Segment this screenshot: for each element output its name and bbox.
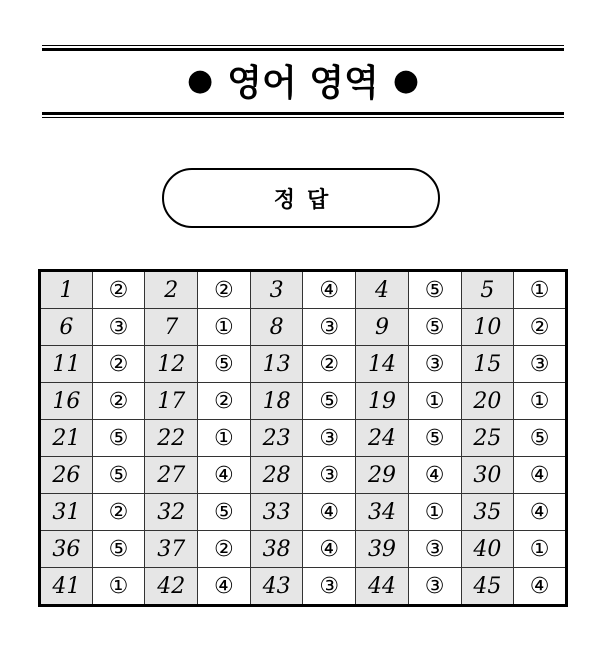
question-number: 4 (356, 271, 409, 309)
answer-choice: ① (198, 420, 251, 457)
table-row (40, 271, 567, 309)
answer-choice: ⑤ (408, 309, 461, 346)
question-number: 44 (356, 568, 409, 606)
answer-choice: ⑤ (408, 271, 461, 309)
question-number: 5 (461, 271, 514, 309)
question-number: 24 (356, 420, 409, 457)
answer-choice: ② (198, 531, 251, 568)
answer-choice: ① (408, 383, 461, 420)
question-number: 9 (356, 309, 409, 346)
question-number: 31 (40, 494, 93, 531)
answer-choice: ④ (514, 494, 567, 531)
question-number: 45 (461, 568, 514, 606)
question-number: 1 (40, 271, 93, 309)
question-number: 6 (40, 309, 93, 346)
question-number: 17 (145, 383, 198, 420)
answer-choice: ② (92, 383, 145, 420)
table-row (40, 383, 567, 420)
answer-choice: ④ (514, 568, 567, 606)
question-number: 32 (145, 494, 198, 531)
question-number: 22 (145, 420, 198, 457)
answer-choice: ④ (303, 531, 356, 568)
answer-choice: ③ (408, 346, 461, 383)
answer-choice: ④ (514, 457, 567, 494)
table-row (40, 568, 567, 606)
section-title-text: 영어 영역 (227, 62, 379, 104)
answer-choice: ② (303, 346, 356, 383)
bottom-rule-thick (42, 112, 564, 115)
table-row (40, 346, 567, 383)
bullet-right-icon: ● (392, 62, 419, 98)
question-number: 21 (40, 420, 93, 457)
question-number: 34 (356, 494, 409, 531)
answer-choice: ③ (92, 309, 145, 346)
answer-choice: ③ (303, 309, 356, 346)
question-number: 36 (40, 531, 93, 568)
answer-choice: ⑤ (514, 420, 567, 457)
answer-choice: ⑤ (303, 383, 356, 420)
answer-table (38, 269, 568, 607)
question-number: 27 (145, 457, 198, 494)
question-number: 12 (145, 346, 198, 383)
answer-choice: ① (408, 494, 461, 531)
answer-choice: ① (514, 271, 567, 309)
answer-choice: ④ (408, 457, 461, 494)
question-number: 41 (40, 568, 93, 606)
question-number: 2 (145, 271, 198, 309)
answer-choice: ⑤ (92, 531, 145, 568)
question-number: 23 (250, 420, 303, 457)
bottom-rule-thin (42, 117, 564, 118)
table-row (40, 309, 567, 346)
answer-choice: ⑤ (198, 494, 251, 531)
answer-choice: ③ (408, 568, 461, 606)
question-number: 26 (40, 457, 93, 494)
answer-choice: ① (198, 309, 251, 346)
question-number: 8 (250, 309, 303, 346)
question-number: 29 (356, 457, 409, 494)
answer-choice: ② (514, 309, 567, 346)
answer-choice: ③ (514, 346, 567, 383)
question-number: 40 (461, 531, 514, 568)
question-number: 37 (145, 531, 198, 568)
answer-choice: ④ (303, 271, 356, 309)
question-number: 13 (250, 346, 303, 383)
question-number: 43 (250, 568, 303, 606)
answer-choice: ③ (408, 531, 461, 568)
answer-choice: ③ (303, 457, 356, 494)
answer-choice: ② (92, 346, 145, 383)
answer-choice: ④ (198, 568, 251, 606)
answer-choice: ③ (303, 420, 356, 457)
answer-choice: ⑤ (408, 420, 461, 457)
answer-choice: ① (92, 568, 145, 606)
answer-label-box (162, 168, 440, 228)
answer-label: 정답 (273, 187, 341, 213)
table-row (40, 531, 567, 568)
question-number: 39 (356, 531, 409, 568)
answer-choice: ① (514, 531, 567, 568)
answer-choice: ② (198, 383, 251, 420)
table-row (40, 457, 567, 494)
question-number: 18 (250, 383, 303, 420)
question-number: 14 (356, 346, 409, 383)
answer-choice: ④ (198, 457, 251, 494)
answer-choice: ③ (303, 568, 356, 606)
question-number: 33 (250, 494, 303, 531)
question-number: 38 (250, 531, 303, 568)
question-number: 16 (40, 383, 93, 420)
question-number: 42 (145, 568, 198, 606)
section-title (42, 54, 564, 106)
question-number: 15 (461, 346, 514, 383)
answer-choice: ④ (303, 494, 356, 531)
table-row (40, 420, 567, 457)
answer-choice: ⑤ (92, 420, 145, 457)
question-number: 3 (250, 271, 303, 309)
question-number: 10 (461, 309, 514, 346)
answer-choice: ⑤ (92, 457, 145, 494)
answer-choice: ⑤ (198, 346, 251, 383)
question-number: 28 (250, 457, 303, 494)
answer-choice: ① (514, 383, 567, 420)
question-number: 11 (40, 346, 93, 383)
top-rule-thin (42, 45, 564, 46)
answer-choice: ② (92, 271, 145, 309)
question-number: 7 (145, 309, 198, 346)
answer-choice: ② (198, 271, 251, 309)
question-number: 30 (461, 457, 514, 494)
answer-choice: ② (92, 494, 145, 531)
bullet-left-icon: ● (186, 62, 214, 98)
question-number: 20 (461, 383, 514, 420)
question-number: 25 (461, 420, 514, 457)
question-number: 35 (461, 494, 514, 531)
table-row (40, 494, 567, 531)
top-rule-thick (42, 48, 564, 51)
question-number: 19 (356, 383, 409, 420)
